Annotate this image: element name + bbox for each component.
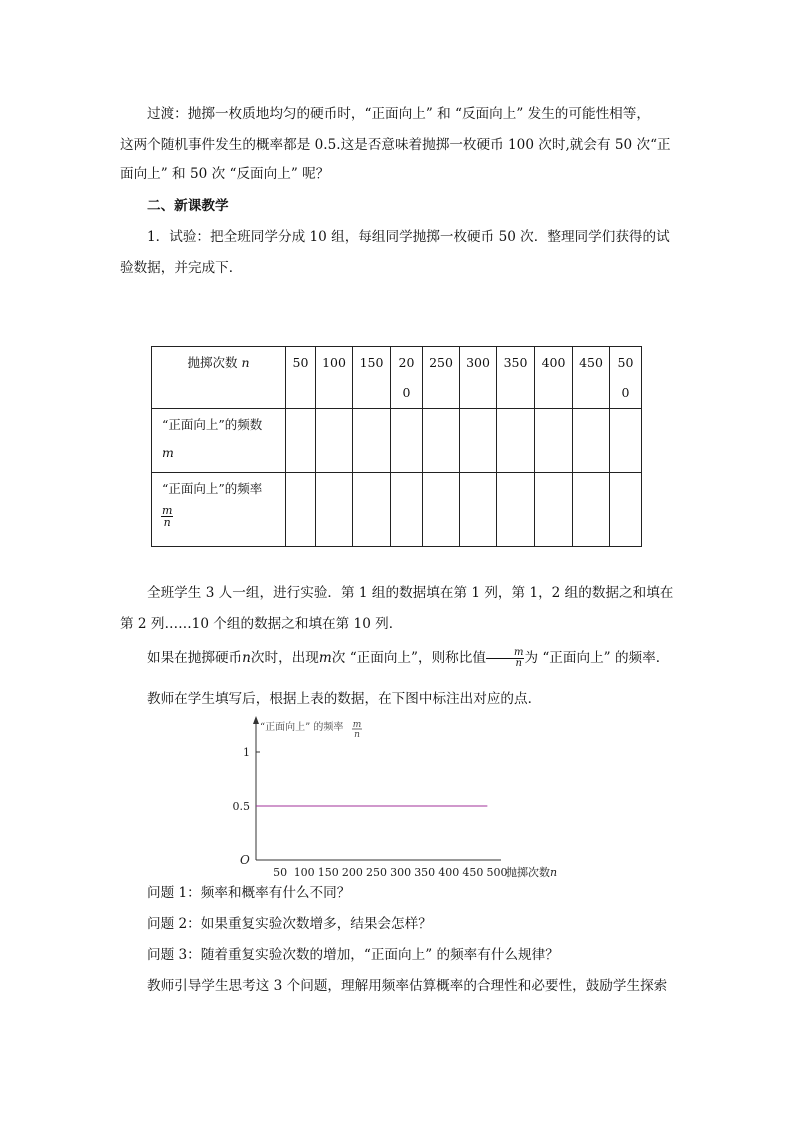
- table-cell[interactable]: [497, 409, 535, 473]
- table-cell[interactable]: [286, 473, 316, 547]
- definition-paragraph: 如果在抛掷硬币n次时，出现m次 “正面向上”，则称比值 $\frac{m}{n}$ 为 “正面向上” 的频率．: [147, 647, 670, 669]
- after-table-line-1: 全班学生 3 人一组，进行实验．第 1 组的数据填在第 1 列，第 1，2 组的数据之和填在: [147, 585, 674, 601]
- origin-label: O: [240, 853, 250, 867]
- x-tick-label: 400: [438, 866, 460, 879]
- table-cell[interactable]: [423, 409, 460, 473]
- table-cell[interactable]: [573, 409, 610, 473]
- table-cell[interactable]: [497, 473, 535, 547]
- col-header: 350: [497, 347, 535, 409]
- header-label: 抛掷次数: [187, 355, 238, 370]
- table-cell[interactable]: [610, 409, 642, 473]
- table-cell[interactable]: [423, 473, 460, 547]
- intro-line-1: 过渡：抛掷一枚质地均匀的硬币时，“正面向上” 和 “反面向上” 发生的可能性相等，: [147, 106, 650, 122]
- x-tick-label: 300: [390, 866, 412, 879]
- table-cell[interactable]: [353, 473, 391, 547]
- table-cell[interactable]: [316, 409, 353, 473]
- table-cell[interactable]: [391, 409, 423, 473]
- x-tick-label: 250: [366, 866, 387, 879]
- x-axis-label-var: n: [550, 866, 558, 879]
- col-header: 20 0: [391, 347, 423, 409]
- header-var: n: [241, 355, 250, 370]
- table-cell[interactable]: [535, 473, 573, 547]
- header-label-cell: [152, 347, 286, 409]
- y-axis-label-numerator: m: [352, 720, 362, 730]
- question-1: 问题 1：频率和概率有什么不同？: [147, 885, 351, 901]
- x-tick-label: 350: [414, 866, 436, 879]
- table-cell[interactable]: [286, 409, 316, 473]
- y-axis-label-denominator: n: [354, 730, 360, 740]
- experiment-line-1: 1．试验：把全班同学分成 10 组，每组同学抛掷一枚硬币 50 次．整理同学们获得的试: [147, 229, 670, 245]
- experiment-table: [151, 346, 642, 547]
- table-cell[interactable]: [353, 409, 391, 473]
- table-header-row: [152, 347, 642, 409]
- table-cell[interactable]: [610, 473, 642, 547]
- col-header: 250: [423, 347, 460, 409]
- question-2: 问题 2：如果重复实验次数增多，结果会怎样？: [147, 916, 432, 932]
- x-axis-label: 抛掷次数: [506, 866, 550, 879]
- instruction-line: 教师在学生填写后，根据上表的数据，在下图中标注出对应的点．: [147, 691, 542, 707]
- x-tick-label: 450: [462, 866, 484, 879]
- after-table-line-2: 第 2 列……10 个组的数据之和填在第 10 列．: [120, 616, 403, 632]
- table-cell[interactable]: [535, 409, 573, 473]
- y-tick-label: 1: [243, 746, 250, 759]
- col-header: 100: [316, 347, 353, 409]
- row-label-count: “正面向上”的频数 m: [152, 409, 286, 473]
- table-cell[interactable]: [316, 473, 353, 547]
- col-header: 400: [535, 347, 573, 409]
- intro-line-3: 面向上” 和 50 次 “反面向上” 呢？: [120, 166, 330, 182]
- table-cell[interactable]: [573, 473, 610, 547]
- col-header: 50: [286, 347, 316, 409]
- x-tick-label: 200: [341, 866, 363, 879]
- y-axis-arrow: [253, 716, 259, 724]
- col-header: 450: [573, 347, 610, 409]
- section-title: 二、新课教学: [147, 198, 229, 214]
- question-3: 问题 3：随着重复实验次数的增加，“正面向上” 的频率有什么规律？: [147, 947, 559, 963]
- x-tick-label: 50: [273, 866, 288, 879]
- table-row-frequency-count: [152, 409, 642, 473]
- y-axis-label: “正面向上” 的频率: [260, 722, 344, 733]
- row-label-rate: “正面向上”的频率 $\frac{m}{n}$: [152, 473, 286, 547]
- x-tick-label: 150: [317, 866, 339, 879]
- table-cell[interactable]: [391, 473, 423, 547]
- experiment-line-2: 验数据，并完成下．: [120, 260, 243, 276]
- col-header: 300: [460, 347, 497, 409]
- table-row-frequency-rate: [152, 473, 642, 547]
- x-tick-label: 100: [293, 866, 315, 879]
- table-cell[interactable]: [460, 409, 497, 473]
- x-tick-label: 500: [486, 866, 508, 879]
- frequency-chart: [0, 710, 793, 880]
- col-header: 150: [353, 347, 391, 409]
- y-tick-label: 0.5: [232, 800, 250, 813]
- closing-line: 教师引导学生思考这 3 个问题，理解用频率估算概率的合理性和必要性，鼓励学生探索: [147, 978, 668, 994]
- col-header: 50 0: [610, 347, 642, 409]
- table-cell[interactable]: [460, 473, 497, 547]
- intro-line-2: 这两个随机事件发生的概率都是 0.5.这是否意味着抛掷一枚硬币 100 次时,就会有 50 次“正: [120, 137, 671, 153]
